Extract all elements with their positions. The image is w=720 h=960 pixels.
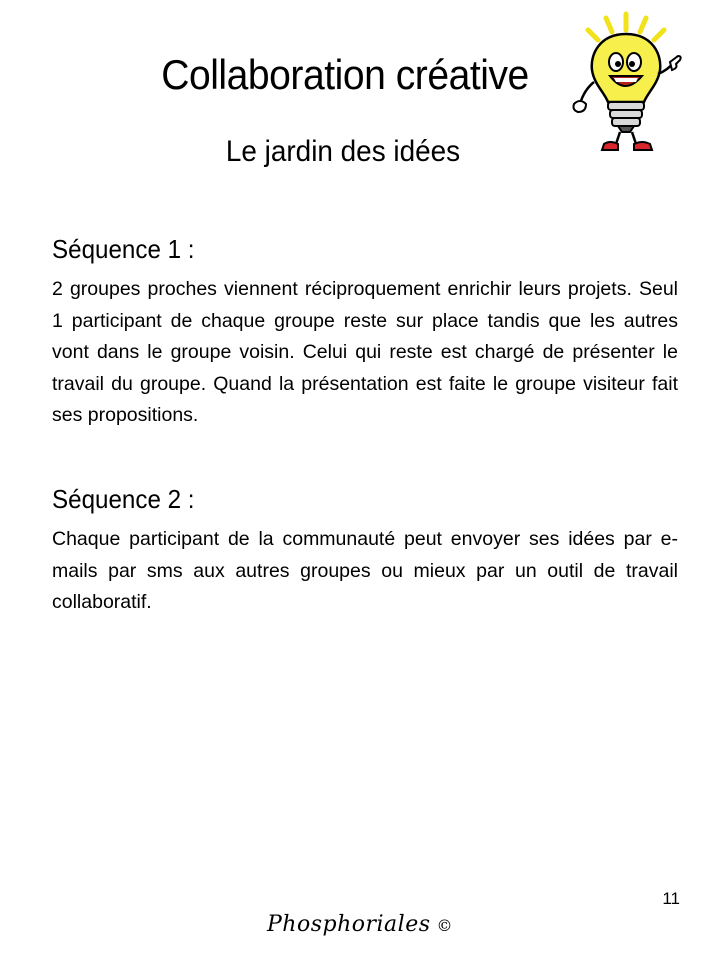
page-number: 11 — [662, 889, 680, 908]
lightbulb-mascot-icon — [570, 4, 688, 156]
sequence-2-body: Chaque participant de la communauté peut envoyer ses idées par e-mails par sms aux autres groupes ou mieux par un outil de travail collaboratif. — [52, 528, 678, 614]
sequence-2-section — [52, 482, 678, 619]
page-title: Collaboration créative — [161, 51, 529, 98]
copyright-symbol: © — [436, 916, 454, 935]
sequence-1-section — [52, 232, 678, 432]
sequence-1-body: 2 groupes proches viennent réciproquement enrichir leurs projets. Seul 1 participant de chaque groupe reste sur place tandis que les autres vont dans le groupe voisin. Celui qui reste est chargé de présenter le travail du groupe. Quand la présentation est faite le groupe visiteur fait ses propositions. — [52, 278, 678, 427]
page-subtitle: Le jardin des idées — [225, 135, 461, 168]
sequence-1-heading: Séquence 1 : — [52, 234, 195, 264]
sequence-2-heading: Séquence 2 : — [52, 484, 195, 514]
footer-brand — [0, 908, 720, 943]
brand-name: Phosphoriales — [266, 912, 431, 937]
